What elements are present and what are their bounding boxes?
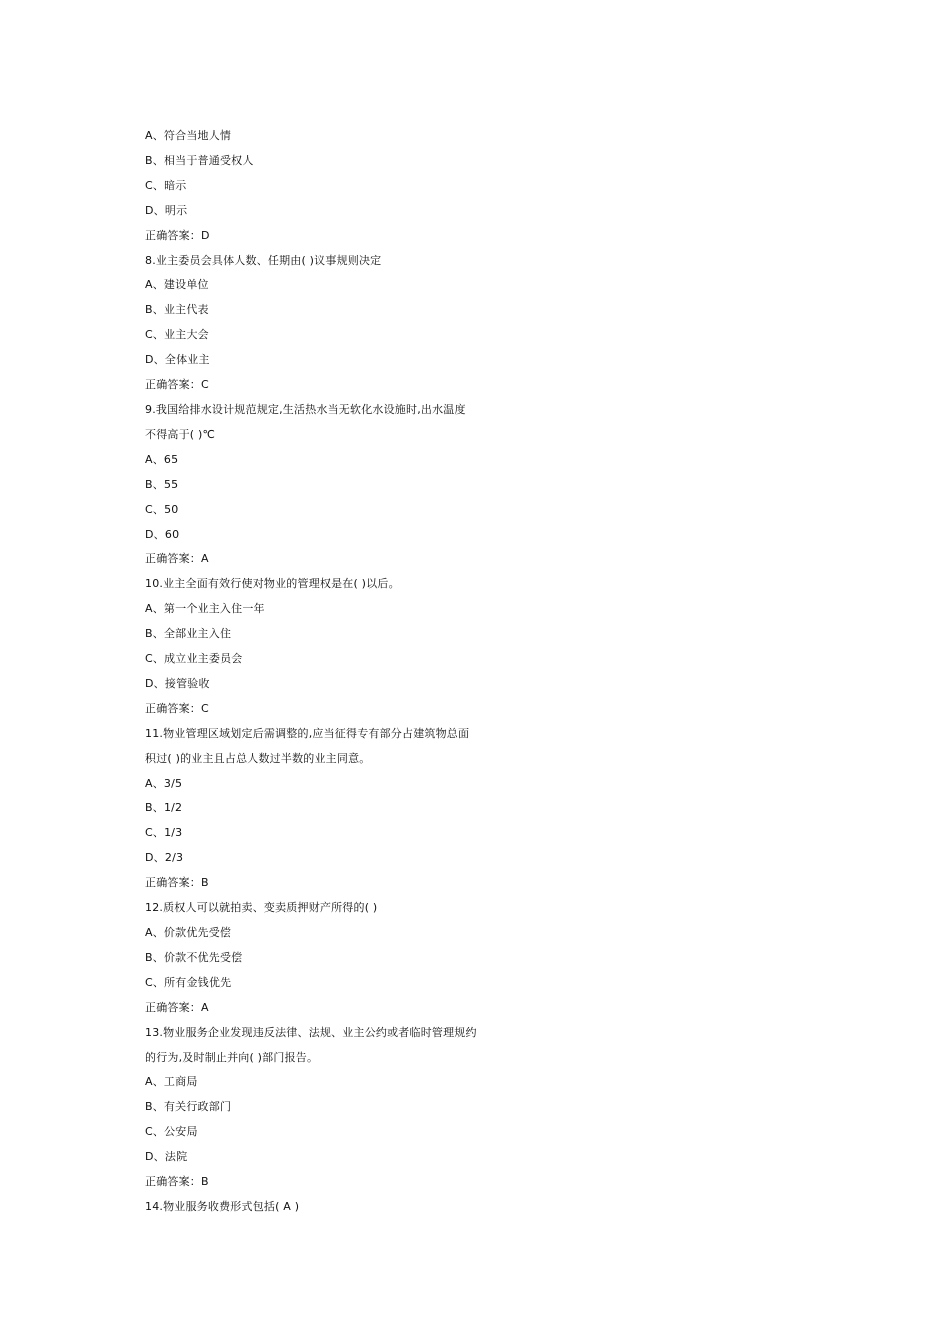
question-12: 12.质权人可以就拍卖、变卖质押财产所得的( ) (145, 901, 378, 915)
option-c: C、公安局 (145, 1125, 198, 1139)
option-b: B、业主代表 (145, 303, 209, 317)
option-a: A、3/5 (145, 776, 183, 790)
answer-line: 正确答案：A (145, 1000, 209, 1014)
option-d: D、2/3 (145, 851, 184, 865)
option-c: C、业主大会 (145, 328, 209, 342)
option-b: B、价款不优先受偿 (145, 950, 243, 964)
option-a: A、建设单位 (145, 278, 209, 292)
answer-line: 正确答案：B (145, 876, 209, 890)
option-a: A、第一个业主入住一年 (145, 602, 265, 616)
option-d: D、60 (145, 527, 180, 541)
answer-line: 正确答案：B (145, 1175, 209, 1189)
option-a: A、符合当地人情 (145, 129, 232, 142)
question-13-continued: 的行为,及时制止并向( )部门报告。 (145, 1050, 319, 1064)
question-11-continued: 积过( )的业主且占总人数过半数的业主同意。 (145, 751, 371, 765)
question-9: 9.我国给排水设计规范规定,生活热水当无软化水设施时,出水温度 (145, 402, 466, 416)
option-b: B、相当于普通受权人 (145, 153, 254, 167)
answer-line: 正确答案：A (145, 552, 209, 566)
option-b: B、1/2 (145, 801, 183, 815)
question-10: 10.业主全面有效行使对物业的管理权是在( )以后。 (145, 577, 400, 591)
option-c: C、成立业主委员会 (145, 652, 243, 666)
option-d: D、接管验收 (145, 676, 210, 690)
option-a: A、工商局 (145, 1075, 198, 1089)
option-d: D、法院 (145, 1150, 188, 1164)
option-a: A、65 (145, 452, 179, 466)
option-b: B、有关行政部门 (145, 1100, 232, 1114)
option-c: C、暗示 (145, 178, 187, 192)
option-b: B、全部业主入住 (145, 627, 232, 641)
document-text (145, 126, 845, 1222)
question-9-continued: 不得高于( )℃ (145, 427, 216, 441)
question-14: 14.物业服务收费形式包括( A ) (145, 1199, 300, 1213)
option-d: D、全体业主 (145, 353, 210, 367)
option-a: A、价款优先受偿 (145, 926, 232, 939)
question-8: 8.业主委员会具体人数、任期由( )议事规则决定 (145, 253, 382, 267)
answer-line: 正确答案：D (145, 228, 210, 242)
option-b: B、55 (145, 477, 179, 491)
option-d: D、明示 (145, 203, 188, 217)
option-c: C、1/3 (145, 826, 183, 840)
answer-line: 正确答案：C (145, 378, 209, 392)
option-c: C、所有金钱优先 (145, 975, 232, 989)
option-c: C、50 (145, 502, 179, 516)
question-11: 11.物业管理区域划定后需调整的,应当征得专有部分占建筑物总面 (145, 726, 470, 740)
answer-line: 正确答案：C (145, 701, 209, 715)
question-13: 13.物业服务企业发现违反法律、法规、业主公约或者临时管理规约 (145, 1025, 477, 1039)
